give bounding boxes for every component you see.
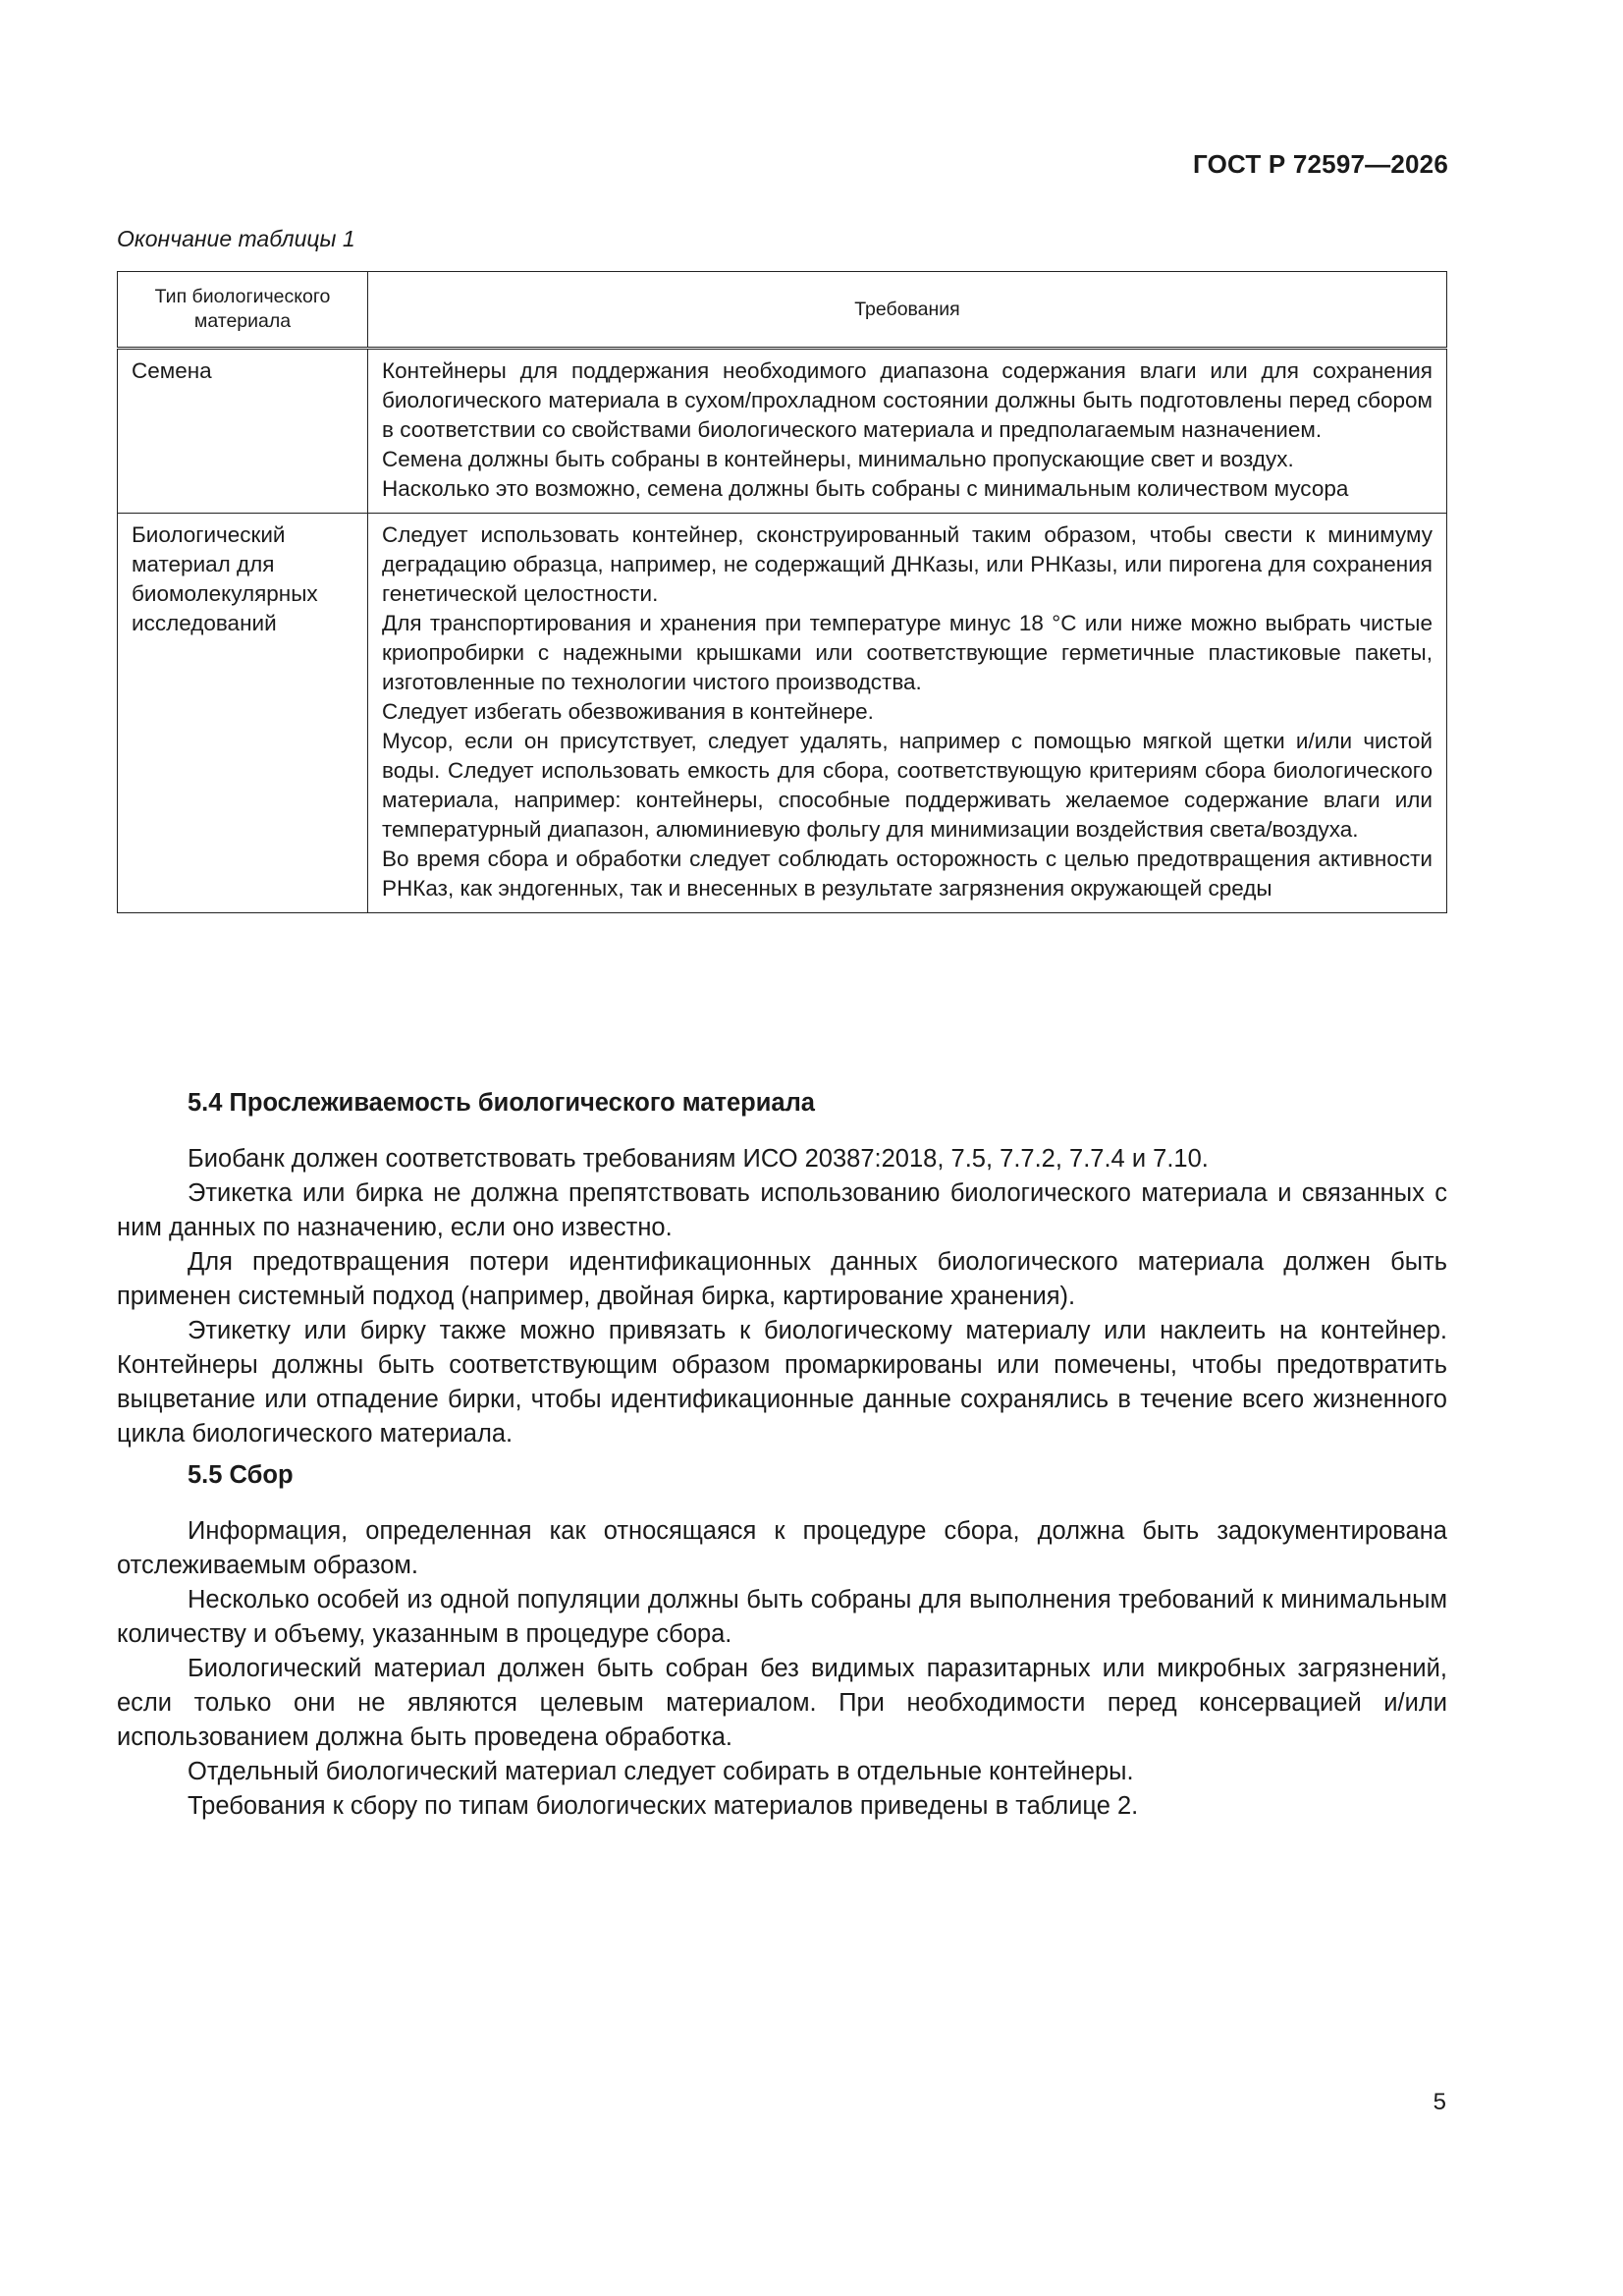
requirements-cell xyxy=(368,349,1447,514)
requirement-paragraph: Следует избегать обезвоживания в контейнере. xyxy=(382,699,874,724)
requirement-paragraph: Следует использовать контейнер, сконструированный таким образом, чтобы свести к минимуму деградацию образца, например, не содержащий ДНКазы, или РНКазы, или пирогена для сохранения генетической целостности. xyxy=(382,522,1433,606)
table-header-row xyxy=(118,272,1447,349)
body-paragraph: Несколько особей из одной популяции должны быть собраны для выполнения требований к минимальным количеству и объему, указанным в процедуре сбора. xyxy=(117,1586,1447,1648)
body-paragraph: Информация, определенная как относящаяся к процедуре сбора, должна быть задокументирована отслеживаемым образом. xyxy=(117,1517,1447,1579)
body-paragraph: Этикетка или бирка не должна препятствовать использованию биологического материала и связанных с ним данных по назначению, если оно известно. xyxy=(117,1179,1447,1241)
section-collection xyxy=(117,1458,1447,1824)
requirement-paragraph: Для транспортирования и хранения при температуре минус 18 °С или ниже можно выбрать чистые криопробирки с надежными крышками или соответствующие герметичные пластиковые пакеты, изготовленные по технологии чистого производства. xyxy=(382,611,1433,694)
body-paragraph: Биобанк должен соответствовать требованиям ИСО 20387:2018, 7.5, 7.7.2, 7.7.4 и 7.10. xyxy=(188,1145,1209,1173)
section-heading: 5.4 Прослеживаемость биологического материала xyxy=(188,1089,815,1117)
body-paragraph: Требования к сбору по типам биологических материалов приведены в таблице 2. xyxy=(188,1792,1139,1820)
requirement-paragraph: Контейнеры для поддержания необходимого диапазона содержания влаги или для сохранения биологического материала в сухом/прохладном состоянии должны быть подготовлены перед сбором в соответствии со свойствами биологического материала и предполагаемым назначением. xyxy=(382,358,1433,442)
requirement-paragraph: Во время сбора и обработки следует соблюдать осторожность с целью предотвращения активности РНКаз, как эндогенных, так и внесенных в результате загрязнения окружающей среды xyxy=(382,847,1433,901)
requirements-cell xyxy=(368,514,1447,913)
section-heading: 5.5 Сбор xyxy=(188,1461,294,1489)
body-paragraph: Отдельный биологический материал следует собирать в отдельные контейнеры. xyxy=(188,1758,1134,1785)
requirement-paragraph: Насколько это возможно, семена должны быть собраны с минимальным количеством мусора xyxy=(382,476,1349,501)
requirements-table xyxy=(117,271,1447,913)
material-type-cell: Биологический материал для биомолекулярных исследований xyxy=(118,514,368,913)
body-paragraph: Биологический материал должен быть собран без видимых паразитарных или микробных загрязнений, если только они не являются целевым материалом. При необходимости перед консервацией и/или использованием должна быть проведена обработка. xyxy=(117,1655,1447,1751)
table-caption: Окончание таблицы 1 xyxy=(117,226,355,251)
table-row xyxy=(118,349,1447,514)
document-code: ГОСТ Р 72597—2026 xyxy=(1193,149,1448,179)
requirement-paragraph: Мусор, если он присутствует, следует удалять, например с помощью мягкой щетки и/или чистой воды. Следует использовать емкость для сбора, соответствующую критериям сбора биологического материала, например: контейнеры, способные поддерживать желаемое содержание влаги или температурный диапазон, алюминиевую фольгу для минимизации воздействия света/воздуха. xyxy=(382,729,1433,842)
column-header-requirements: Требования xyxy=(368,272,1447,349)
body-paragraph: Для предотвращения потери идентификационных данных биологического материала должен быть применен системный подход (например, двойная бирка, картирование хранения). xyxy=(117,1248,1447,1310)
body-paragraph: Этикетку или бирку также можно привязать к биологическому материалу или наклеить на контейнер. Контейнеры должны быть соответствующим образом промаркированы или помечены, чтобы предотвратить выцветание или отпадение бирки, чтобы идентификационные данные сохранялись в течение всего жизненного цикла биологического материала. xyxy=(117,1317,1447,1448)
page-number: 5 xyxy=(1433,2089,1446,2115)
column-header-type: Тип биологического материала xyxy=(118,272,368,349)
table-row xyxy=(118,514,1447,913)
section-traceability xyxy=(117,1086,1447,1451)
material-type-cell: Семена xyxy=(118,349,368,514)
requirement-paragraph: Семена должны быть собраны в контейнеры, минимально пропускающие свет и воздух. xyxy=(382,447,1294,471)
